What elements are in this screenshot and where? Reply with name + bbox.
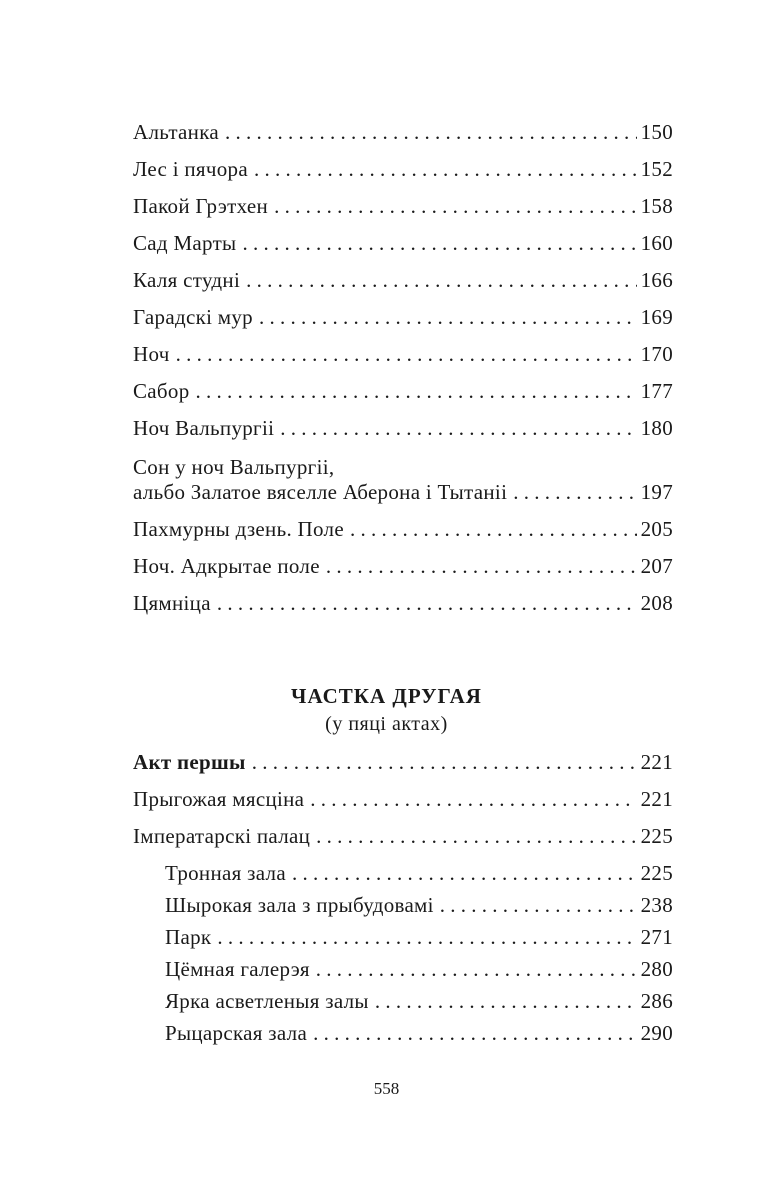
- toc-entry-title: Ноч: [133, 342, 170, 366]
- dot-leader: [375, 989, 637, 1013]
- page-number: 558: [373, 1079, 400, 1098]
- toc-entry-page: 280: [640, 957, 673, 981]
- toc-subentry: [165, 989, 673, 1013]
- toc-entry: [133, 824, 673, 848]
- toc-entry-title: Акт першы: [133, 750, 246, 774]
- toc-entry-title: Лес і пячора: [133, 157, 248, 181]
- dot-leader: [310, 787, 636, 811]
- toc-entry-title: Рыцарская зала: [165, 1021, 308, 1045]
- dot-leader: [246, 268, 637, 292]
- toc-entry: [133, 517, 673, 541]
- toc-subentry: [165, 957, 673, 981]
- toc-entry-title: Сад Марты: [133, 231, 237, 255]
- toc-entry: [133, 194, 673, 218]
- toc-entry-title: Ноч. Адкрытае поле: [133, 554, 320, 578]
- toc-entry-page: 205: [640, 517, 673, 541]
- toc-entry-page: 177: [640, 379, 673, 403]
- toc-entry-title: Ноч Вальпургіі: [133, 416, 275, 440]
- toc-entry-page: 221: [640, 787, 673, 811]
- toc-entry: [133, 591, 673, 615]
- dot-leader: [217, 591, 637, 615]
- toc-entry-page: 225: [640, 861, 673, 885]
- dot-leader: [254, 157, 637, 181]
- dot-leader: [326, 554, 637, 578]
- toc-entry-title-line1: Сон у ноч Вальпургіі,: [133, 455, 335, 479]
- toc-entry: [133, 342, 673, 366]
- dot-leader: [217, 925, 636, 949]
- dot-leader: [313, 1021, 637, 1045]
- toc-entry: [133, 787, 673, 811]
- dot-leader: [350, 517, 637, 541]
- toc-entry-page: 286: [640, 989, 673, 1013]
- toc-entry: [133, 750, 673, 774]
- dot-leader: [316, 957, 637, 981]
- toc-entry-page: 221: [640, 750, 673, 774]
- toc-entry-page: 238: [640, 893, 673, 917]
- toc-entry-page: 207: [640, 554, 673, 578]
- toc-entry-title: Гарадскі мур: [133, 305, 253, 329]
- dot-leader: [176, 342, 637, 366]
- toc-entry-title: альбо Залатое вяселле Аберона і Тытаніі: [133, 480, 508, 504]
- dot-leader: [316, 824, 636, 848]
- toc-entry-title: Парк: [165, 925, 212, 949]
- toc-entry: [133, 379, 673, 403]
- toc-entry-page: 160: [640, 231, 673, 255]
- toc-entry: [133, 268, 673, 292]
- toc-entry-page: 152: [640, 157, 673, 181]
- toc-entry: [133, 157, 673, 181]
- toc-entry: [133, 554, 673, 578]
- dot-leader: [252, 750, 637, 774]
- dot-leader: [440, 893, 637, 917]
- toc-entry: [133, 416, 673, 440]
- toc-entry: [133, 305, 673, 329]
- toc-entry-title: Тронная зала: [165, 861, 286, 885]
- toc-entry-page: 271: [640, 925, 673, 949]
- toc-entry-title: Цямніца: [133, 591, 211, 615]
- toc-subentry: [165, 925, 673, 949]
- section-heading: ЧАСТКА ДРУГАЯ: [291, 684, 482, 708]
- toc-subentry: [165, 861, 673, 885]
- toc-entry-page: 290: [640, 1021, 673, 1045]
- toc-subentry: [165, 1021, 673, 1045]
- toc-entry-title: Пахмурны дзень. Поле: [133, 517, 344, 541]
- toc-entry-page: 208: [640, 591, 673, 615]
- toc-entry-page: 225: [640, 824, 673, 848]
- toc-entry-title: Шырокая зала з прыбудовамі: [165, 893, 434, 917]
- toc-entry-title: Сабор: [133, 379, 190, 403]
- toc-entry-page: 180: [640, 416, 673, 440]
- toc-entry-page: 150: [640, 120, 673, 144]
- toc-entry-title: Альтанка: [133, 120, 220, 144]
- toc-entry: [133, 120, 673, 144]
- dot-leader: [225, 120, 637, 144]
- section-subheading: (у пяці актах): [325, 713, 448, 735]
- dot-leader: [196, 379, 637, 403]
- toc-entry-title: Пакой Грэтхен: [133, 194, 269, 218]
- toc-entry-page: 169: [640, 305, 673, 329]
- dot-leader: [292, 861, 637, 885]
- toc-entry-page: 197: [640, 480, 673, 504]
- dot-leader: [513, 480, 636, 504]
- toc-entry-title: Цёмная галерэя: [165, 957, 310, 981]
- toc-entry: [133, 231, 673, 255]
- dot-leader: [242, 231, 636, 255]
- toc-entry-title: Каля студні: [133, 268, 241, 292]
- toc-entry-page: 158: [640, 194, 673, 218]
- toc-entry-title: Імператарскі палац: [133, 824, 311, 848]
- dot-leader: [259, 305, 637, 329]
- dot-leader: [274, 194, 637, 218]
- toc-entry: [133, 480, 673, 504]
- toc-subentry: [165, 893, 673, 917]
- toc-entry-page: 170: [640, 342, 673, 366]
- toc-entry-title: Прыгожая мясціна: [133, 787, 305, 811]
- toc-entry-title: Ярка асветленыя залы: [165, 989, 369, 1013]
- toc-entry-page: 166: [640, 268, 673, 292]
- dot-leader: [280, 416, 636, 440]
